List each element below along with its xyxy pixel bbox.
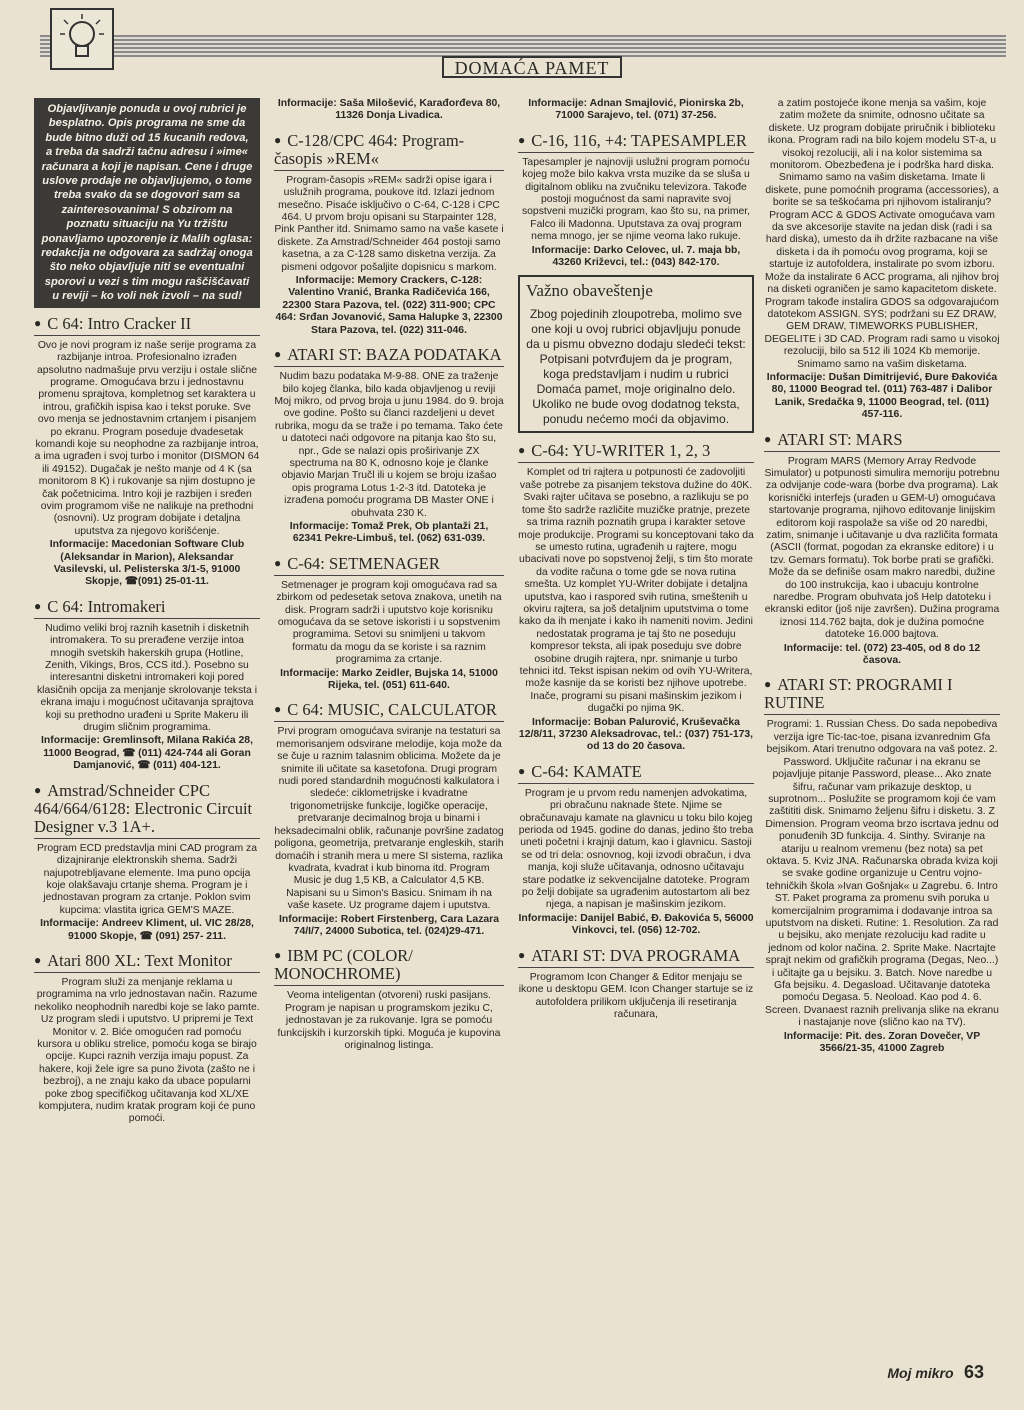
article-heading — [518, 441, 754, 463]
column-4 — [764, 98, 1000, 1057]
article — [764, 430, 1000, 668]
article-info: Informacije: Boban Palurović, Kruševačka 12/8/11, 37230 Aleksadrovac, tel.: (037) 751-173, od 13 do 20 časova. — [518, 716, 754, 753]
column-3 — [518, 98, 754, 1022]
section-title: DOMAĆA PAMET — [442, 56, 622, 78]
lightbulb-icon — [50, 8, 114, 70]
article-info: Informacije: Pit. des. Zoran Dovečer, VP 3566/21-35, 41000 Zagreb — [783, 1030, 981, 1055]
article-title: Amstrad/Schneider CPC 464/664/6128: Electronic Circuit Designer v.3 1A+. — [34, 780, 253, 836]
article — [518, 946, 754, 1022]
article — [34, 951, 260, 1126]
article-heading — [34, 314, 260, 336]
article-title: IBM PC (COLOR/ MONOCHROME) — [274, 946, 413, 984]
article-info: Informacije: Marko Zeidler, Bujska 14, 51000 Rijeka, tel. (051) 611-640. — [280, 667, 498, 692]
article-heading — [518, 762, 754, 784]
article-info: Informacije: Memory Crackers, C-128: Valentino Vranić, Branka Radičevića 166, 22300 Stara Pazova, tel. (022) 311-900; CPC 464: Srđan Jovanović, Sama Halupke 3, 22300 Stara Pazova, tel. (022) 311-046. — [275, 275, 503, 336]
header-stripes — [40, 35, 1006, 57]
col4-articles — [764, 98, 1000, 1055]
article-heading — [274, 946, 504, 986]
article — [518, 131, 754, 270]
article — [34, 597, 260, 773]
bullet-icon: ● — [34, 315, 42, 330]
article — [518, 98, 754, 123]
notice-body: Zbog pojedinih zloupotreba, molimo sve one koji u ovoj rubrici objavljuju ponude da u pismu obvezno dodaju sledeći tekst: Potpisani potvrđujem da je program, koga predstavljam i nudim u rubrici Domaća pamet, moje originalno delo. Ukoliko ne bude ovog dodatnog teksta, ponudu nećemo moći da objavimo. — [526, 307, 746, 427]
article-title: C-16, 116, +4: TAPESAMPLER — [531, 130, 747, 150]
article-info: Informacije: Darko Celovec, ul. 7. maja bb, 43260 Križevci, tel.: (043) 842-170. — [531, 244, 741, 269]
article-info: Informacije: Dušan Dimitrijević, Đure Đakovića 80, 11000 Beograd tel. (011) 763-487 i Dalibor Lanik, Sredačka 9, 11000 Beograd, tel. (011) 457-116. — [766, 371, 998, 421]
article-title: ATARI ST: PROGRAMI I RUTINE — [764, 675, 953, 713]
article-body: Tapesampler je najnoviji uslužni program pomoću kojeg može bilo kakva vrsta muzike da se sluša u digitalnom obliku na zvučniku televizora. Takođe postoji mogućnost da sami napravite svoj sopstveni muzički program, kao što su, na primer, Falco ili Madonna. Uputstava za ovaj program nema mnogo, jer se njime veoma lako rukuje. — [521, 156, 751, 243]
article-body: Program MARS (Memory Array Redvode Simulator) u potpunosti simulira memoriju potrebnu za odvijanje code-wara (borbe dva programa). Lak korisnički interfejs (urađen u GEM-U) omogućava startovanje programa, njihovo editovanje linijskim editorom koji raspolaže sa više od 20 naredbi, zatim, snimanje i učitavanje u dva različita formata (ASCII (format, pogodan za ekranske editore) i u tzv. Gemars formatu). Tok borbe prati se grafički. Može da se definiše osam makro naredbi, dužine do 100 instrukcija, kao i ubacuju kontrolne naredbe. Program obuhvata još Help datoteku i ekranski editor (još nije završen). Dužina programa iznosi 114.762 bajta, dok je dužina pomoćne datoteke 16.000 bajtova. — [764, 455, 1000, 641]
article-body: Ovo je novi program iz naše serije programa za razbijanje introa. Profesionalno izrađen apsolutno nadmašuje prvu verziju i ostale slične programe. Omogućava brzu i jednostavnu promenu sprajtova, kompletnog set karaktera u introu, grafičkih ispisa kao i tekst poruke. Sve ovo menja se jednostavnim crtanjem i pisanjem po ekranu. Program poseduje dvadesetak komandi koje su neophodne za razbijanje introa, a ima ugrađen i svoj turbo i monitor (DISMON 64 ili 49152). Dugačak je nešto manje od 4 K (sa monitorom 8 K) i rukovanje sa njim dostupno je čak početnicima. Intro koji je razbijen i sređen ovim programom više ne nalikuje na prethodni (osnovni). Uz program dobijate i detaljna uputstva za njegovo korišćenje. — [34, 339, 260, 537]
article — [274, 946, 504, 1052]
article-info: Informacije: Andreev Kliment, ul. VIC 28/28, 91000 Skopje, ☎ (091) 257- 211. — [40, 918, 254, 942]
article-body: Komplet od tri rajtera u potpunosti će zadovoljiti vaše potrebe za pisanjem tekstova dužine do 40K. Svaki rajter učitava se posebno, a razlikuju se po tome što sadrže različite muzičke pratnje, prezete sa trima raznih poznatih grupa i karakter setove moje produkcije. Programi su konceptovani tako da se umesto rutina, ugrađenih u rajtere, mogu ubacivati nove po sopstvenoj želji, s tim što morate da vodite računa o tome gde se nova rutina smešta. Uz komplet YU-Writer dobijate i detaljna uputstva, kao i raspored svih rutina, smeštenih u okviru rajtera, sa još detaljnim uputstvima o tome kako da ih menjate i kako ih nameniti novim. Jedini nedostatak programa je taj što ne poseduju kompresor teksta, ali ipak poseduju sve dobre osobine drugih rajtera, npr. snimanje u turbo tehnici itd. Tekst ispisan nekim od ovih YU-Writera, može kasnije da se koristi bez njihove upotrebe. Inače, programi su pisani mašinskim jezikom i dugački po njima 9K. — [518, 467, 754, 715]
article-title: C-64: SETMENAGER — [287, 553, 440, 573]
bullet-icon: ● — [274, 132, 282, 147]
bullet-icon: ● — [274, 555, 282, 570]
article-info: Informacije: Saša Milošević, Karađorđeva 80, 11326 Donja Livadica. — [277, 98, 501, 122]
article-body: Prvi program omogućava sviranje na testaturi sa memorisanjem odsvirane melodije, koja može da se čuje u raznim talasnim oblicima. Možete da je snimite ili učitate sa kasetofona. Drugi program nudi pored standardnih mogućnosti kalkulatora i sledeće: ciklometrijske i kvadratne trigonometrijske funkcije, logičke operacije, pretvaranje decimalnog broja u binarni i heksadecimalni oblik, računanje površine zadatog poligona, geometrija, pretvaranje engleskih, starih domaćih i stranih mera u mere SI sistema, razlika kvadrata, kvadrat i kub binoma itd. Program Music je dug 1,5 KB, a Calculator 4,5 KB. Napisani su u Simon's Basicu. Snimam ih na vaše kasete. Uz programe dajem i uputstva. — [274, 726, 504, 912]
article-info: Informacije: Danijel Babić, Đ. Đakovića 5, 56000 Vinkovci, tel. (056) 12-702. — [518, 912, 754, 937]
article-title: ATARI ST: BAZA PODATAKA — [287, 345, 502, 365]
article — [274, 98, 504, 123]
article — [518, 762, 754, 938]
bullet-icon: ● — [764, 431, 772, 446]
magazine-name: Moj mikro — [887, 1365, 954, 1381]
page-number: 63 — [963, 1362, 984, 1382]
article-body: Nudimo veliki broj raznih kasetnih i disketnih intromakera. To su prerađene verzije intoa mnogih svetskih hakerskih grupa (Hotline, Zenith, Vikings, Bros, CCS itd.). Posebno su interesantni disketni intromakeri koji pored klasičnih opcija za menjanje skrolovanje teksta i ekrana imaju i mogućnost učitavanja sprajtova koji su prethodno urađeni u Sprite Makeru ili drugim sličnim programima. — [36, 622, 258, 734]
article-body: Programi: 1. Russian Chess. Do sada nepobediva verzija igre Tic-tac-toe, pisana izvanrednim Gfa bejsikom. Atari trenutno odgovara na vaš potez. 2. Password. Uključite računar i na ekranu se pojavljuje pitanje Password, please... Ako znate šifru, računar vam prikazuje desktop, u suprotnom... Poslužite se programom koji će vam zaštititi disk. Snimamo željenu šifru i disketu. 3. Z Dimension. Program veoma brzo iscrtava jednu od ponuđenih 3D funkcija. 4. Sinthy. Sviranje na atariju u realnom vremenu (bez nota) sa pet oktava. 5. Kviz JNA. Računarska obrada kviza koji se svake godine organizuje u Centru vojno-tehničkih škola »Ivan Gošnjak« u Zagrebu. 6. Intro ST. Paket programa za promenu svih poruka u komercijalnim programima i dodavanje introa sa uputstvom na disketi. Rutine: 1. Resolution. Za rad u bejsiku, ako menjate rezoluciju kad radite u jednom od kolor načina. 2. Sprite Make. Nacrtajte sprajt nekim od grafičkih programa (Degas, Neo...) i učitajte ga u bejsiku. 3. Batch. Nove naredbe u Gfa bejsiku. 4. Degasload. Učitavanje datoteka pomoću Degasa. 5. Neoload. Kao pod 4. 6. Screen. Dvanaest raznih prelivanja slike na ekranu i nastajanje nove (slično kao na TV). — [765, 719, 999, 1029]
article — [274, 554, 504, 693]
bullet-icon: ● — [274, 948, 282, 963]
bullet-icon: ● — [518, 443, 526, 458]
col2-articles — [274, 98, 504, 1052]
article-body: Setmenager je program koji omogućava rad sa zbirkom od pedesetak setova znakova, unetih na disk. Program sadrži i uputstvo koje korisniku omogućava da se setove iskoristi i u sopstvenim programima. Setovi su snimljeni u takvom formatu da mogu da se koriste i sa raznim programima za crtanje. — [276, 579, 502, 666]
article-title: ATARI ST: DVA PROGRAMA — [531, 945, 741, 965]
article-info: Informacije: Gremlinsoft, Milana Rakića 28, 11000 Beograd, ☎ (011) 424-744 ali Goran Damjanović, ☎ (011) 404-121. — [41, 735, 253, 772]
col1-articles — [34, 314, 260, 1126]
article — [274, 131, 504, 337]
intro-notice: Objavljivanje ponuda u ovoj rubrici je besplatno. Opis programa ne sme da bude bitno duži od 15 kucanih redova, a treba da sadrži tačnu adresu i »ime« računara a koji je napisan. Cene i druge uslove prodaje ne objavljujemo, o tome treba svako da se dogovori sam sa zainteresovanima! S obzirom na poznatu situaciju na Yu tržištu ponavljamo upozorenje iz Malih oglasa: redakcija ne odgovara za sadržaj onoga što neko objavljuje niti se eventualni sporovi u vezi s tim mogu raščišćavati u reviji – ko voli nek izvoli – na sud! — [34, 98, 260, 308]
article-body: Veoma inteligentan (otvoreni) ruski pasijans. Program je napisan u programskom jeziku C, jednostavan je za rukovanje. Igra se pomoću funkcijskih i kurzorskih tipki. Moguća je kupovina originalnog listinga. — [277, 990, 501, 1051]
article-body: Program ECD predstavlja mini CAD program za dizajniranje elektronskih shema. Sadrži najupotrebljavane elemente. Ima puno opcija koje olakšavaju crtanje shema. Program je i jednostavan program za crtanje. Poklon svim kupcima: vlastita igrica GEM'S MAZE. — [36, 842, 257, 916]
article-title: C-128/CPC 464: Program-časopis »REM« — [274, 130, 465, 168]
article — [274, 700, 504, 938]
article-heading — [274, 345, 504, 367]
article-heading — [518, 131, 754, 153]
bullet-icon: ● — [518, 763, 526, 778]
article — [274, 345, 504, 546]
article-body: Program-časopis »REM« sadrži opise igara i uslužnih programa, poukove itd. Izlazi jednom mesečno. Pisaće isključivo o C-64, C-128 i CPC 464. U prvom broju opisani su Starpainter 128, Pink Panther itd. Snimamo samo na vaše kasete i diskete. Za Amstrad/Schneider 464 postoji samo kasetna, a za C-128 samo disketna verzija. Za pismeni odgovor pošaljite dopisnicu s markom. — [274, 174, 504, 273]
article-title: Atari 800 XL: Text Monitor — [47, 950, 232, 970]
article-heading — [518, 946, 754, 968]
article-heading — [34, 597, 260, 619]
article-info: Informacije: Adnan Smajlović, Pionirska 2b, 71000 Sarajevo, tel. (071) 37-256. — [528, 98, 744, 122]
column-2 — [274, 98, 504, 1053]
notice-box — [518, 275, 754, 433]
article-body: Programom Icon Changer & Editor menjaju se ikone u desktopu GEM. Icon Changer startuje se iz autofoldera prilikom uključenja ili resetiranja računara, — [518, 971, 754, 1020]
bullet-icon: ● — [34, 782, 42, 797]
bullet-icon: ● — [34, 598, 42, 613]
article-heading — [274, 554, 504, 576]
article-title: ATARI ST: MARS — [777, 429, 903, 449]
article-title: C 64: Intro Cracker II — [47, 313, 192, 333]
article-body: Program služi za menjanje reklama u programima na vrlo jednostavan način. Razume nekoliko neophodnih naredbi koje se lako pamte. Uz program sledi i uputstvo. U pripremi je Text Monitor v. 2. Biće omogućen rad pomoću kursora u obliku strelice, pomoću koga se birajo opcije. Kupci raznih verzija imaju popust. Za hakere, koji žele igre sa puno života (zašto ne i bezbroj), a ne znaju kako da ubace popularni poke zbog specifičkog učitavanja kod XL/XE kompjutera, nudim kratak program koji će puno pomoći. — [34, 976, 260, 1125]
article-heading — [34, 781, 260, 839]
article-heading — [274, 131, 504, 171]
article-info: Informacije: Robert Firstenberg, Cara Lazara 74/I/7, 24000 Subotica, tel. (024)29-471. — [279, 913, 499, 937]
article-body: a zatim postojeće ikone menja sa vašim, koje zatim možete da snimite, odnosno učitate sa diskete. Uz program dobijate priručnik i biblioteku ikona. Program radi na bilo kojem modelu ST-a, u visokoj rezoluciji, ali i na kolor sistemima sa monitorom. Obezbeđena je i podrška hard diska. Snimamo samo na vašim disketama. Imate li diskete, pune pomoćnih programa (accessories), a borite se sa teškoćama pri njihovom istaliranju? Program ACC & GDOS Activate omogućava vam da sve akcesorije stavite na jedan disk (radi i sa hard diska), umesto da ih držite razbacane na više disketa i da ih pomoću ovog programa, koji se startuje iz autofoldera, instalirate po svom izboru. Može da instalirate 6 ACC programa, ali njihov broj na disketi ograničen je samo kapacitetom diskete. Program takođe instalira GDOS sa odgovarajućom datotekom ASSIGN. SYS; podržani su EZ DRAW, GEM DRAW, TIMEWORKS PUBLISHER, DEGELITE i 3D CAD. Program radi samo u visokoj rezoluciji, bilo sa 512 ili 1024 Kb memorije. Snimamo samo na vašim disketama. — [764, 98, 1000, 370]
article — [764, 98, 1000, 422]
article — [518, 441, 754, 753]
article — [764, 675, 1000, 1055]
bullet-icon: ● — [34, 952, 42, 967]
article — [34, 781, 260, 943]
bullet-icon: ● — [518, 132, 526, 147]
article-info: Informacije: tel. (072) 23-405, od 8 do 12 časova. — [783, 642, 981, 667]
article-info: Informacije: Macedonian Software Club (Aleksandar in Marion), Aleksandar Vasilevski, ul. Pelisterska 3/1-5, 91000 Skopje, ☎(091) 25-01-11. — [49, 539, 245, 588]
bullet-icon: ● — [764, 677, 772, 692]
article-info: Informacije: Tomaž Prek, Ob plantaži 21, 62341 Pekre-Limbuš, tel. (062) 631-039. — [289, 520, 489, 545]
article-heading — [34, 951, 260, 973]
article-heading — [274, 700, 504, 722]
bullet-icon: ● — [274, 702, 282, 717]
article-title: C 64: Intromakeri — [47, 596, 166, 616]
article-title: C-64: YU-WRITER 1, 2, 3 — [531, 441, 711, 461]
article-title: C 64: MUSIC, CALCULATOR — [287, 700, 497, 720]
notice-heading: Važno obaveštenje — [526, 281, 653, 301]
column-1 — [34, 98, 260, 1127]
article-body: Nudim bazu podataka M-9-88. ONE za traženje bilo kojeg članka, bilo kada objavljenog u reviji Moj mikro, od prvog broja u junu 1984. do 9. broja ove godine. Pošto su članci razdeljeni u devet rubrika, mogu da se traže i po temama. Tako ćete u datoteci naći odgovore na pitanja kao što su, npr., Gde se nalazi opis proširivanje ZX spectruma na 80 K, odnosno koje je članke objavio Marjan Tručl ili u kojem se broju izašao opis programa Lotus 1-2-3 itd. Datoteka je izrađena pomoću programa DB Master ONE i obuhvata 230 K. — [274, 371, 504, 519]
bullet-icon: ● — [274, 347, 282, 362]
bullet-icon: ● — [518, 947, 526, 962]
article-heading — [764, 675, 1000, 715]
article-heading — [764, 430, 1000, 452]
article — [34, 314, 260, 589]
page-footer — [887, 1362, 984, 1383]
col3-articles — [518, 98, 754, 1021]
article-body: Program je u prvom redu namenjen advokatima, pri obračunu naknade štete. Njime se obračunavaju kamate na glavnicu u toku bilo kojeg perioda od 1945. godine do danas, jedino što treba uneti početni i krajnji datum, kao i glavnicu. Sastoji se od tri dela: osnovnog, koji izvodi obračun, i dva manja, koji služe učitavanja, odnosno učitavaju stare podatke iz sekvencijalne datoteke. Program po želji dobijate sa ugrađenim autostartom ali bez njega, a napisan je mašinskim jezikom. — [518, 787, 754, 911]
article-title: C-64: KAMATE — [531, 761, 642, 781]
